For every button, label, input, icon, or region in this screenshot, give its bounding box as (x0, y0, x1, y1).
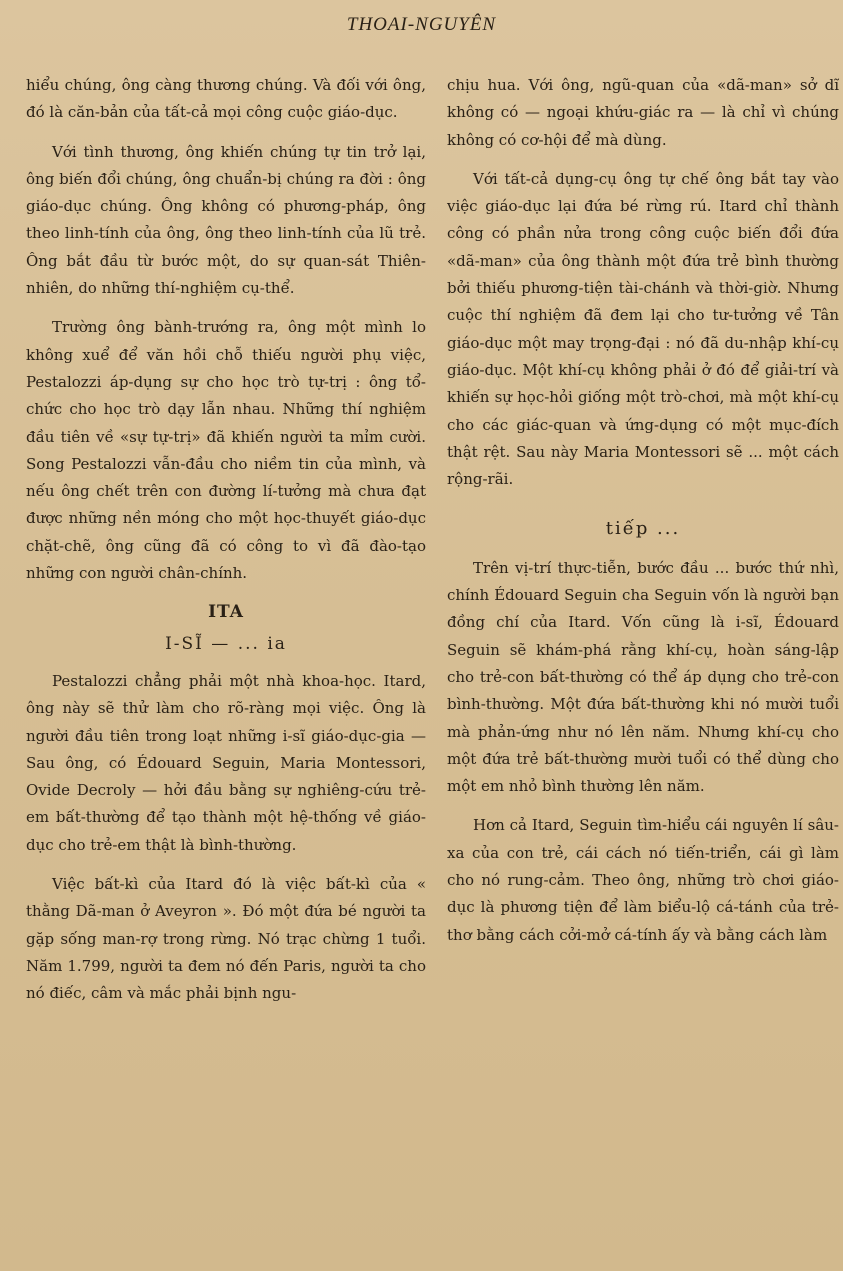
right-column (447, 72, 839, 961)
section-heading: tiếp ... (605, 518, 681, 540)
section-heading: ITA (208, 602, 244, 623)
paragraph: Pestalozzi chẳng phải một nhà khoa-học. Itard, ông này sẽ thử làm cho rõ-ràng mọi việc. Ông là người đầu tiên trong loạt những i-sĩ giáo-dục-gia — Sau ông, có Édouard Seguin, Maria Montessori, Ovide Decroly — hởi đầu bằng sự nghiêng-cứu trẻ-em bất-thường để tạo thành một hệ-thống về giáo-dục cho trẻ-em thật là bình-thường. (26, 671, 426, 854)
left-column (26, 72, 426, 1020)
paragraph: Với tất-cả dụng-cụ ông tự chế ông bắt tay vào việc giáo-dục lại đứa bé rừng rú. Itard chỉ thành công có phần nửa trong công cuộc biến đổi đứa «dã-man» của ông thành một đứa trẻ bình thường bởi thiếu phương-tiện tài-chánh và thời-giờ. Nhưng cuộc thí nghiệm đã đem lại cho tư-tưởng về Tân giáo-dục một may trọng-đại : nó đã du-nhập khí-cụ giáo-dục. Một khí-cụ không phải ở đó để giải-trí và khiến sự học-hỏi giống một trò-chơi, mà một khí-cụ cho các giác-quan và ứng-dụng có một mục-đích thật rệt. Sau này Maria Montessori sẽ ... một cách rộng-rãi. (447, 169, 839, 489)
paragraph: Trường ông bành-trướng ra, ông một mình lo không xuể để văn hồi chỗ thiếu người phụ việc, Pestalozzi áp-dụng sự cho học trò tự-trị : ông tổ-chức cho học trò dạy lẫn nhau. Những thí nghiệm đầu tiên về «sự tự-trị» đã khiến người ta mỉm cười. Song Pestalozzi vẫn-đầu cho niềm tin của mình, và nếu ông chết trên con đường lí-tưởng mà chưa đạt được những nền móng cho một học-thuyết giáo-dục chặt-chẽ, ông cũng đã có công to vì đã đào-tạo những con người chân-chính. (26, 318, 426, 583)
paragraph: Hơn cả Itard, Seguin tìm-hiểu cái nguyên lí sâu-xa của con trẻ, cái cách nó tiến-triển, cái gì làm cho nó rung-cảm. Theo ông, những trò chơi giáo-dục là phương tiện để làm biểu-lộ cá-tánh của trẻ-thơ bằng cách cởi-mở cá-tính ấy và bằng cách làm (447, 816, 839, 944)
section-subheading: I-SĨ — ... ia (165, 633, 287, 654)
paragraph: Với tình thương, ông khiến chúng tự tin trở lại, ông biến đổi chúng, ông chuẩn-bị chúng ra đời : ông giáo-dục chúng. Ông không có phương-pháp, ông theo linh-tính của ông, ông theo linh-tính của lũ trẻ. Ông bắt đầu từ bước một, do sự quan-sát Thiên-nhiên, do những thí-nghiệm cụ-thể. (26, 142, 426, 298)
paragraph: Việc bất-kì của Itard đó là việc bất-kì của « thằng Dã-man ở Aveyron ». Đó một đứa bé người ta gặp sống man-rợ trong rừng. Nó trạc chừng 1 tuổi. Năm 1.799, người ta đem nó đến Paris, người ta cho nó điếc, câm và mắc phải bịnh ngu- (26, 875, 426, 1003)
paragraph: hiểu chúng, ông càng thương chúng. Và đối với ông, đó là căn-bản của tất-cả mọi công cuộc giáo-dục. (26, 76, 426, 122)
running-header: THOAI-NGUYÊN (346, 14, 497, 35)
paragraph: Trên vị-trí thực-tiễn, bước đầu ... bước thứ nhì, chính Édouard Seguin cha Seguin vốn là người bạn đồng chí của Itard. Vốn cũng là i-sĩ, Édouard Seguin sẽ khám-phá rằng khí-cụ, hoàn sáng-lập cho trẻ-con bất-thường có thể áp dụng cho trẻ-con bình-thường. Một đứa bất-thường khi nó mười tuổi mà phản-ứng như nó lên năm. Nhưng khí-cụ cho một đứa trẻ bất-thường mười tuổi có thể dùng cho một em nhỏ bình thường lên năm. (447, 558, 839, 796)
paragraph: chịu hua. Với ông, ngũ-quan của «dã-man» sở dĩ không có — ngoại khứu-giác ra — là chỉ vì chúng không có cơ-hội để mà dùng. (447, 76, 839, 149)
